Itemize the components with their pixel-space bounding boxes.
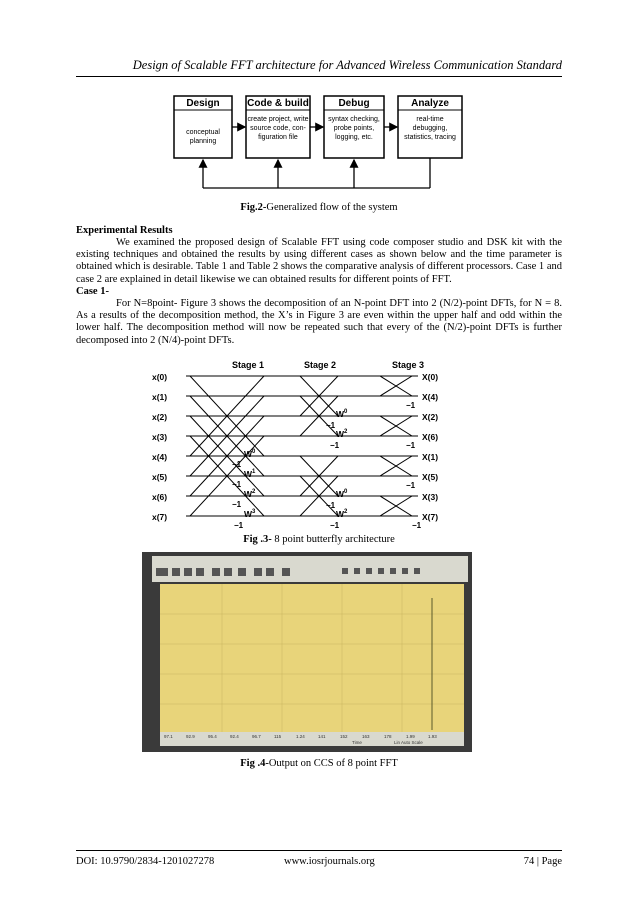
box-code-build: [246, 96, 310, 158]
fig4-caption: Fig .4-Output on CCS of 8 point FFT: [240, 758, 398, 769]
svg-text:create project, write: create project, write: [247, 116, 309, 123]
svg-text:probe points,: probe points,: [333, 125, 375, 132]
svg-text:96.7: 96.7: [252, 734, 261, 739]
graph-plot-area: [160, 584, 464, 734]
svg-text:conceptual: conceptual: [186, 129, 220, 136]
paragraph-1: We examined the proposed design of Scalable FFT using code composer studio and DSK kit with the existing techniques and obtained the results by using different cases as shown below and the time parameter is obtained which is desirable. Table 1 and Table 2 shows the comparative analysis of different processors. Case 1 and case 2 are explained in detail likewise we can obtained results for different points of FFT.: [76, 237, 562, 285]
svg-text:−1: −1: [330, 521, 340, 530]
output-X7: X(7): [422, 512, 439, 522]
svg-text:−1: −1: [232, 500, 242, 509]
twiddle-s1-w1: $W^1$: [244, 469, 256, 479]
footer-rule: [76, 850, 562, 851]
twiddle-s1-w2: $W^2$: [244, 489, 256, 499]
twiddle-s2-w2b: $W^2$: [336, 509, 348, 519]
output-X6: X(6): [422, 432, 439, 442]
case-heading: Case 1-: [76, 286, 109, 297]
footer-doi: DOI: 10.9790/2834-1201027278: [76, 856, 215, 867]
input-x7: x(7): [152, 512, 168, 522]
svg-text:1.93: 1.93: [428, 734, 437, 739]
fig3-butterfly-diagram: [150, 358, 470, 530]
output-X0: X(0): [422, 372, 439, 382]
output-X4: X(4): [422, 392, 439, 402]
svg-text:real-time: real-time: [416, 116, 444, 123]
svg-text:debugging,: debugging,: [412, 125, 448, 132]
svg-text:Time: Time: [352, 740, 362, 745]
input-x1: x(1): [152, 392, 168, 402]
box-design-title: Design: [186, 98, 220, 109]
output-X2: X(2): [422, 412, 439, 422]
box-code-build-title: Code & build: [247, 98, 309, 109]
box-analyze-title: Analyze: [411, 98, 449, 109]
input-x0: x(0): [152, 372, 168, 382]
svg-text:163: 163: [362, 734, 370, 739]
fig3-caption: Fig .3- 8 point butterfly architecture: [243, 534, 395, 545]
box-analyze: [398, 96, 462, 158]
svg-text:−1: −1: [406, 401, 416, 410]
svg-text:−1: −1: [232, 480, 242, 489]
input-x4: x(4): [152, 452, 168, 462]
footer-page-number: 74 | Page: [523, 856, 562, 867]
output-labels: [422, 372, 438, 522]
svg-text:−1: −1: [406, 481, 416, 490]
footer-url[interactable]: www.iosrjournals.org: [284, 856, 375, 867]
svg-text:−1: −1: [412, 521, 422, 530]
svg-text:planning: planning: [189, 138, 217, 145]
svg-text:178: 178: [384, 734, 392, 739]
box-debug-title: Debug: [338, 98, 370, 109]
fig4-ccs-output: [142, 552, 472, 752]
svg-text:1.99: 1.99: [406, 734, 415, 739]
output-X3: X(3): [422, 492, 439, 502]
input-x3: x(3): [152, 432, 168, 442]
svg-text:−1: −1: [232, 460, 242, 469]
running-header: Design of Scalable FFT architecture for Advanced Wireless Communication Standard: [132, 58, 562, 72]
box-debug: [324, 96, 384, 158]
svg-text:152: 152: [340, 734, 348, 739]
flow-arrows: [203, 127, 430, 188]
svg-text:−1: −1: [234, 521, 244, 530]
svg-text:92.4: 92.4: [230, 734, 239, 739]
svg-text:95.4: 95.4: [208, 734, 217, 739]
svg-text:source code, con-: source code, con-: [250, 125, 306, 132]
svg-text:−1: −1: [406, 441, 416, 450]
svg-text:statistics, tracing: statistics, tracing: [404, 134, 456, 141]
butterfly-lines: [186, 376, 418, 516]
paragraph-2: For N=8point- Figure 3 shows the decomposition of an N-point DFT into 2 (N/2)-point DFTs, for N = 8. As a results of the decomposition method, the X’s in Figure 3 are even within the upper half and odd within the lower half. The decomposition method will now be repeated such that every of the (N/2)-point DFTs is further decomposed into 2 (N/4)-point DFTs.: [76, 298, 562, 346]
stage-1-label: Stage 1: [231, 360, 265, 370]
fig2-flow-diagram: [166, 90, 472, 200]
twiddle-s2-w0b: $W^0$: [336, 489, 348, 499]
svg-text:97.1: 97.1: [164, 734, 173, 739]
svg-text:−1: −1: [326, 501, 336, 510]
section-heading: Experimental Results: [76, 225, 173, 236]
box-design: [174, 96, 232, 158]
twiddle-s1-w0: $W^0$: [244, 449, 256, 459]
svg-text:115: 115: [274, 734, 282, 739]
stage-2-label: Stage 2: [303, 360, 337, 370]
twiddle-s1-w3: $W^3$: [244, 509, 256, 519]
svg-text:Lin Auto Scale: Lin Auto Scale: [394, 740, 423, 745]
svg-text:logging, etc.: logging, etc.: [335, 134, 373, 141]
svg-text:−1: −1: [326, 421, 336, 430]
fig2-caption: Fig.2-Generalized flow of the system: [240, 202, 398, 213]
svg-text:1.24: 1.24: [296, 734, 305, 739]
twiddle-s2-w2a: $W^2$: [336, 429, 348, 439]
output-X5: X(5): [422, 472, 439, 482]
input-labels: [152, 372, 167, 522]
svg-text:−1: −1: [330, 441, 340, 450]
svg-text:141: 141: [318, 734, 326, 739]
stage-3-label: Stage 3: [391, 360, 425, 370]
svg-text:figuration file: figuration file: [258, 134, 298, 141]
svg-text:92.9: 92.9: [186, 734, 195, 739]
input-x6: x(6): [152, 492, 168, 502]
input-x5: x(5): [152, 472, 168, 482]
output-X1: X(1): [422, 452, 439, 462]
svg-text:syntax checking,: syntax checking,: [328, 116, 380, 123]
twiddle-s2-w0a: $W^0$: [336, 409, 348, 419]
header-rule: [76, 76, 562, 77]
input-x2: x(2): [152, 412, 168, 422]
